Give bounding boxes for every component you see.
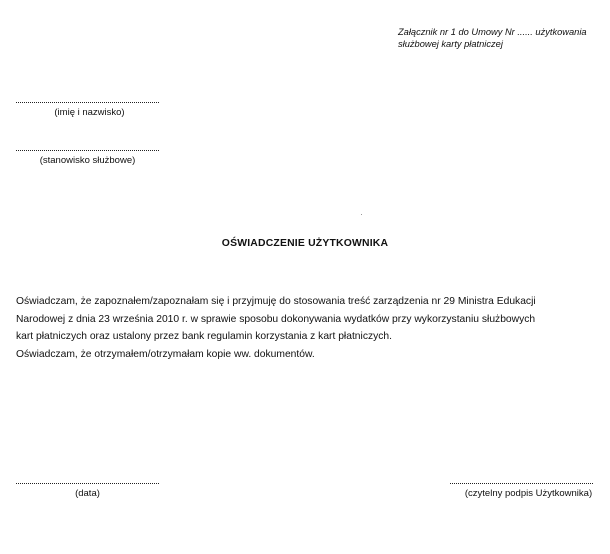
body-line-3: kart płatniczych oraz ustalony przez bank regulamin korzystania z kart płatniczych. [16, 331, 393, 342]
date-field [16, 483, 159, 499]
name-caption: (imię i nazwisko) [54, 107, 125, 118]
position-caption: (stanowisko służbowe) [39, 155, 136, 166]
body-line-1: Oświadczam, że zapoznałem/zapoznałam się i przyjmuję do stosowania treść zarządzenia nr 29 Ministra Edukacji [16, 296, 536, 307]
body-line-4: Oświadczam, że otrzymałem/otrzymałam kopie ww. dokumentów. [16, 348, 315, 360]
body-line-2: Narodowej z dnia 23 września 2010 r. w sprawie sposobu dokonywania wydatków przy wykorzystaniu służbowych [16, 313, 536, 325]
annex-line-2: służbowej karty płatniczej [398, 39, 503, 49]
annex-reference [398, 26, 603, 50]
annex-line-1: Załącznik nr 1 do Umowy Nr ...... użytkowania [398, 27, 587, 37]
signature-caption: (czytelny podpis Użytkownika) [464, 488, 593, 499]
position-dotted-line [16, 150, 159, 151]
position-field [16, 150, 159, 166]
name-dotted-line [16, 102, 159, 103]
document-title: OŚWIADCZENIE UŻYTKOWNIKA [221, 238, 389, 249]
date-caption: (data) [75, 488, 100, 499]
signature-field [450, 483, 593, 499]
declaration-body [16, 293, 606, 363]
date-dotted-line [16, 483, 159, 484]
signature-dotted-line [450, 483, 593, 484]
name-field [16, 102, 159, 118]
scan-speck [361, 214, 362, 215]
